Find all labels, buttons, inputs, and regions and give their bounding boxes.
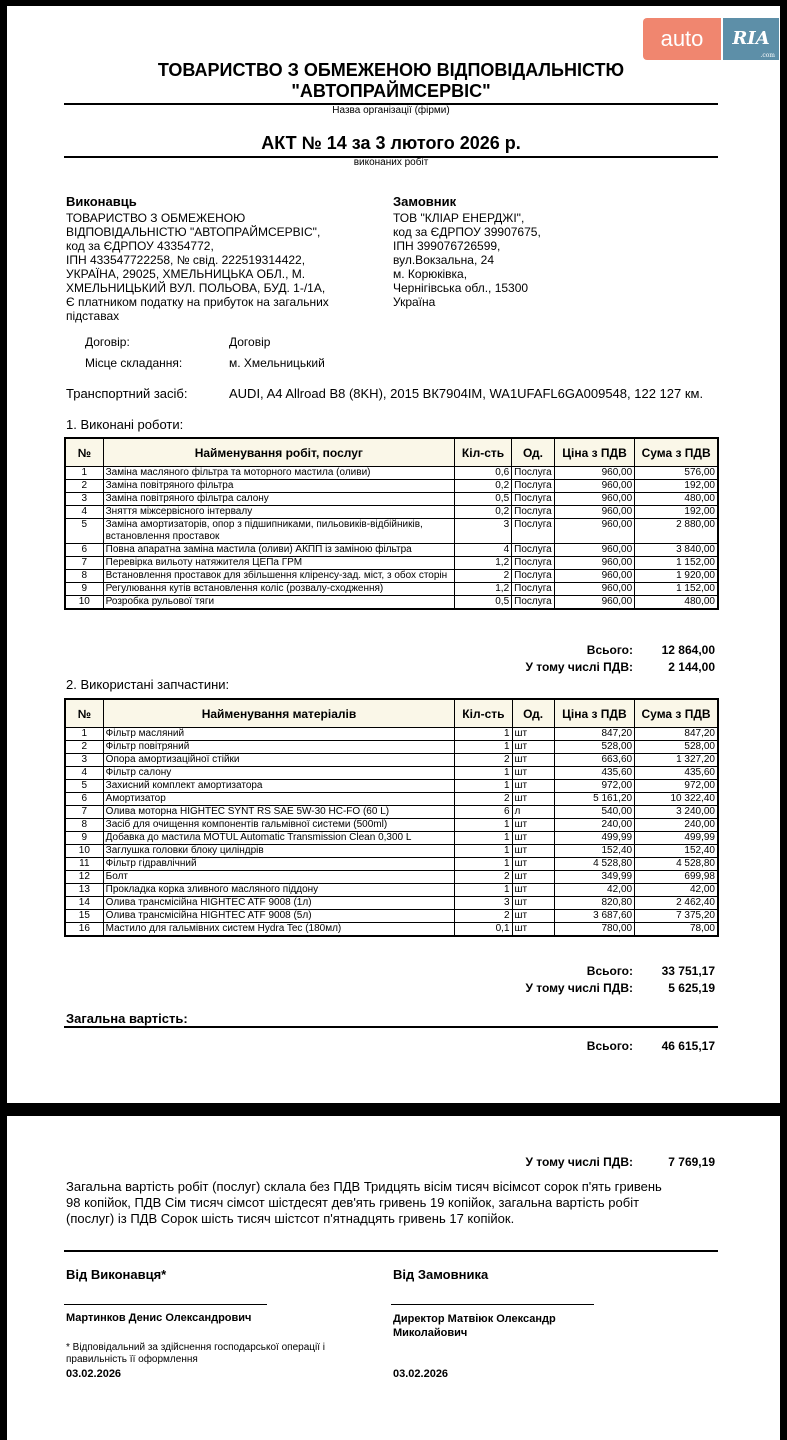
cell-col-number: 10 [65,845,103,858]
works-section-title: 1. Виконані роботи: [66,417,184,432]
table-row [65,819,718,832]
cell-col-price: 528,00 [554,741,634,754]
autoria-logo[interactable] [643,18,779,60]
cell-col-unit: шт [512,910,554,923]
cell-col-name: Захисний комплект амортизатора [103,780,455,793]
detail-line: м. Корюківка, [393,267,468,281]
cell-col-sum: 1 327,20 [635,754,718,767]
cell-col-qty: 0,2 [454,506,511,519]
cell-col-number: 7 [65,557,103,570]
table-row [65,493,718,506]
cell-col-name: Фільтр салону [103,767,455,780]
cell-col-unit: шт [512,741,554,754]
cell-col-number: 4 [65,767,103,780]
cell-col-qty: 2 [455,910,512,923]
detail-line: підставах [66,309,120,323]
cell-col-price: 42,00 [554,884,634,897]
detail-line: ХМЕЛЬНИЦЬКИЙ ВУЛ. ПОЛЬОВА, БУД. 1-/1А, [66,281,326,295]
table-row [65,884,718,897]
cell-col-price: 960,00 [554,596,634,610]
customer-signatory-name [393,1312,556,1340]
customer-title: Замовник [393,194,457,209]
cell-col-name: Заглушка головки блоку циліндрів [103,845,455,858]
table-row [65,557,718,570]
cell-col-sum: 699,98 [635,871,718,884]
cell-col-qty: 0,5 [454,493,511,506]
table-row [65,570,718,583]
amount-words-line: 98 копійок, ПДВ Сім тисяч сімсот шістдесят дев'ять гривень 19 копійок, загальна вартість робіт [66,1195,640,1210]
cell-col-sum: 1 152,00 [635,557,718,570]
cell-col-sum: 3 240,00 [635,806,718,819]
cell-col-unit: Послуга [512,544,555,557]
cell-col-name: Встановлення проставок для збільшення кліренсу-зад. міст, з обох сторін [103,570,454,583]
cell-col-sum: 499,99 [635,832,718,845]
table-row [65,583,718,596]
cell-col-number: 1 [65,728,103,741]
cell-col-sum: 4 528,80 [635,858,718,871]
executor-date: 03.02.2026 [66,1368,122,1380]
cell-col-name: Засіб для очищення компонентів гальмівної системи (500ml) [103,819,455,832]
cell-col-sum: 192,00 [635,506,718,519]
detail-line: ВІДПОВІДАЛЬНІСТЮ "АВТОПРАЙМСЕРВІС", [66,225,321,239]
detail-line: вул.Вокзальна, 24 [393,253,494,267]
logo-ria-label: RIA [732,28,770,49]
cell-col-number: 5 [65,519,103,544]
cell-col-price: 540,00 [554,806,634,819]
works-total-label: Всього: [586,643,633,657]
cell-col-unit: Послуга [512,493,555,506]
cell-col-number: 2 [65,741,103,754]
table-row [65,832,718,845]
cell-col-name: Заміна повітряного фільтра [103,480,454,493]
cell-col-sum: 480,00 [635,493,718,506]
table-row [65,467,718,480]
cell-col-unit: Послуга [512,519,555,544]
cell-col-qty: 0,5 [454,596,511,610]
cell-col-number: 2 [65,480,103,493]
cell-col-qty: 2 [454,570,511,583]
table-row [65,871,718,884]
cell-col-qty: 2 [455,754,512,767]
cell-col-qty: 1 [455,780,512,793]
header-col-unit: Од. [512,438,555,467]
cell-col-unit: шт [512,845,554,858]
parts-total-label: Всього: [586,964,633,978]
cell-col-qty: 1,2 [454,583,511,596]
table-row [65,806,718,819]
cell-col-price: 435,60 [554,767,634,780]
detail-line: Є платником податку на прибуток на загальних [66,295,329,309]
document-page-2 [7,1116,780,1440]
cell-col-number: 7 [65,806,103,819]
customer-date: 03.02.2026 [393,1368,449,1380]
cell-col-name: Олива трансмісійна HIGHTEC ATF 9008 (1л) [103,897,455,910]
cell-col-number: 15 [65,910,103,923]
document-page-1 [7,6,780,1103]
cell-col-price: 972,00 [554,780,634,793]
grand-total-title: Загальна вартість: [66,1011,188,1026]
cell-col-qty: 1 [455,741,512,754]
cell-col-unit: Послуга [512,506,555,519]
parts-table [64,698,719,937]
vehicle-label: Транспортний засіб: [66,386,188,401]
cell-col-number: 11 [65,858,103,871]
detail-line: код за ЄДРПОУ 43354772, [66,239,214,253]
cell-col-unit: Послуга [512,596,555,610]
cell-col-number: 12 [65,871,103,884]
detail-line: ІПН 399076726599, [393,239,501,253]
cell-col-number: 6 [65,544,103,557]
grand-vat-value: 7 769,19 [668,1155,715,1169]
cell-col-name: Перевірка вильоту натяжителя ЦЕПа ГРМ [103,557,454,570]
cell-col-unit: шт [512,780,554,793]
cell-col-number: 16 [65,923,103,937]
cell-col-name: Амортизатор [103,793,455,806]
table-row [65,741,718,754]
executor-title: Виконавць [66,194,137,209]
company-name-line1: ТОВАРИСТВО З ОБМЕЖЕНОЮ ВІДПОВІДАЛЬНІСТЮ [157,60,625,80]
cell-col-unit: шт [512,884,554,897]
cell-col-unit: Послуга [512,467,555,480]
cell-col-price: 960,00 [554,519,634,544]
table-row [65,897,718,910]
table-row [65,596,718,610]
detail-line: ТОВАРИСТВО З ОБМЕЖЕНОЮ [66,211,246,225]
place-label: Місце складання: [85,356,183,370]
cell-col-unit: шт [512,832,554,845]
cell-col-sum: 528,00 [635,741,718,754]
cell-col-price: 152,40 [554,845,634,858]
table-row [65,480,718,493]
cell-col-name: Мастило для гальмівних систем Hydra Tec (180мл) [103,923,455,937]
cell-col-name: Фільтр гідравлічний [103,858,455,871]
cell-col-unit: Послуга [512,570,555,583]
cell-col-price: 960,00 [554,480,634,493]
cell-col-qty: 1,2 [454,557,511,570]
table-row [65,519,718,544]
cell-col-qty: 1 [455,884,512,897]
company-name-line2: "АВТОПРАЙМСЕРВІС" [291,81,491,101]
cell-col-qty: 1 [455,845,512,858]
table-row [65,845,718,858]
cell-col-name: Зняття міжсервісного інтервалу [103,506,454,519]
cell-col-qty: 1 [455,728,512,741]
cell-col-sum: 3 840,00 [635,544,718,557]
detail-line: ТОВ "КЛІАР ЕНЕРДЖІ", [393,211,525,225]
cell-col-sum: 1 920,00 [635,570,718,583]
logo-auto-text: auto [643,18,721,60]
cell-col-sum: 2 880,00 [635,519,718,544]
footnote-line: правильність її оформлення [66,1354,198,1365]
cell-col-name: Фільтр масляний [103,728,455,741]
cell-col-unit: шт [512,767,554,780]
cell-col-sum: 576,00 [635,467,718,480]
divider [64,1026,718,1028]
cell-col-unit: л [512,806,554,819]
vehicle-value: AUDI, A4 Allroad B8 (8KH), 2015 ВК7904ІМ, WA1UFAFL6GA009548, 122 127 км. [229,386,704,401]
cell-col-price: 820,80 [554,897,634,910]
act-title: АКТ № 14 за 3 лютого 2026 р. [261,133,521,153]
header-col-name: Найменування робіт, послуг [103,438,454,467]
grand-vat-label: У тому числі ПДВ: [525,1155,633,1169]
cell-col-number: 8 [65,819,103,832]
cell-col-number: 5 [65,780,103,793]
customer-signature-line [391,1304,594,1305]
cell-col-number: 3 [65,754,103,767]
works-total-value: 12 864,00 [661,643,715,657]
cell-col-price: 4 528,80 [554,858,634,871]
cell-col-name: Болт [103,871,455,884]
cell-col-qty: 0,1 [455,923,512,937]
cell-col-qty: 2 [455,871,512,884]
cell-col-sum: 972,00 [635,780,718,793]
parts-vat-label: У тому числі ПДВ: [525,981,633,995]
cell-col-sum: 192,00 [635,480,718,493]
cell-col-number: 1 [65,467,103,480]
table-row [65,910,718,923]
cell-col-price: 499,99 [554,832,634,845]
cell-col-price: 960,00 [554,493,634,506]
parts-table-header [65,699,718,728]
cell-col-name: Опора амортизаційної стійки [103,754,455,767]
cell-col-unit: шт [512,819,554,832]
cell-col-unit: Послуга [512,480,555,493]
customer-details [393,211,693,309]
cell-col-price: 960,00 [554,467,634,480]
divider [64,1250,718,1252]
header-col-qty: Кіл-сть [455,699,512,728]
cell-col-unit: шт [512,754,554,767]
cell-col-qty: 4 [454,544,511,557]
cell-col-qty: 1 [455,819,512,832]
executor-signatory-name: Мартинков Денис Олександрович [66,1312,252,1324]
cell-col-number: 14 [65,897,103,910]
table-row [65,728,718,741]
amount-words-line: (послуг) із ПДВ Сорок шість тисяч шістсот п'ятнадцять гривень 17 копійок. [66,1211,515,1226]
table-row [65,754,718,767]
cell-col-name: Прокладка корка зливного масляного піддону [103,884,455,897]
company-name [64,60,718,102]
customer-signature-title: Від Замовника [393,1267,489,1282]
table-row [65,506,718,519]
header-col-sum: Сума з ПДВ [635,699,718,728]
header-col-sum: Сума з ПДВ [635,438,718,467]
cell-col-sum: 10 322,40 [635,793,718,806]
cell-col-sum: 2 462,40 [635,897,718,910]
cell-col-price: 349,99 [554,871,634,884]
cell-col-number: 6 [65,793,103,806]
cell-col-unit: шт [512,923,554,937]
responsibility-footnote [66,1342,325,1366]
cell-col-name: Регулювання кутів встановлення коліс (розвалу-сходження) [103,583,454,596]
cell-col-sum: 1 152,00 [635,583,718,596]
cell-col-qty: 3 [455,897,512,910]
cell-col-sum: 42,00 [635,884,718,897]
cell-col-qty: 1 [455,832,512,845]
cell-col-number: 9 [65,583,103,596]
contract-value: Договір [229,335,271,349]
cell-col-qty: 1 [455,858,512,871]
parts-section-title: 2. Використані запчастини: [66,677,230,692]
cell-col-unit: шт [512,728,554,741]
cell-col-sum: 78,00 [635,923,718,937]
amount-words-line: Загальна вартість робіт (послуг) склала без ПДВ Тридцять вісім тисяч вісімсот сорок п'ять гривень [66,1179,662,1194]
cell-col-sum: 240,00 [635,819,718,832]
works-vat-label: У тому числі ПДВ: [525,660,633,674]
cell-col-name: Олива трансмісійна HIGHTEC ATF 9008 (5л) [103,910,455,923]
works-table [64,437,719,610]
detail-line: Україна [393,295,436,309]
header-col-qty: Кіл-сть [454,438,511,467]
works-table-header [65,438,718,467]
cell-col-number: 13 [65,884,103,897]
cell-col-name: Олива моторна HIGHTEC SYNT RS SAE 5W-30 HC-FO (60 L) [103,806,455,819]
cell-col-number: 9 [65,832,103,845]
customer-signatory-line: Директор Матвіюк Олександр [393,1313,556,1325]
customer-signatory-line: Миколайович [393,1327,468,1339]
amount-in-words [66,1179,716,1227]
executor-signature-title: Від Виконавця* [66,1267,167,1282]
cell-col-unit: шт [512,858,554,871]
cell-col-qty: 0,6 [454,467,511,480]
contract-label: Договір: [85,335,130,349]
executor-details [66,211,366,323]
grand-total-value: 46 615,17 [661,1039,715,1053]
place-value: м. Хмельницький [229,356,325,370]
detail-line: УКРАЇНА, 29025, ХМЕЛЬНИЦЬКА ОБЛ., М. [66,267,306,281]
cell-col-name: Заміна масляного фільтра та моторного мастила (оливи) [103,467,454,480]
cell-col-qty: 1 [455,767,512,780]
cell-col-price: 5 161,20 [554,793,634,806]
cell-col-price: 960,00 [554,544,634,557]
table-row [65,793,718,806]
cell-col-name: Розробка рульової тяги [103,596,454,610]
table-row [65,923,718,937]
cell-col-sum: 7 375,20 [635,910,718,923]
cell-col-name: Добавка до мастила MOTUL Automatic Transmission Clean 0,300 L [103,832,455,845]
cell-col-sum: 435,60 [635,767,718,780]
table-row [65,780,718,793]
cell-col-number: 8 [65,570,103,583]
cell-col-unit: Послуга [512,583,555,596]
cell-col-sum: 152,40 [635,845,718,858]
logo-ria-text [723,18,779,60]
cell-col-price: 960,00 [554,557,634,570]
cell-col-number: 3 [65,493,103,506]
cell-col-unit: шт [512,871,554,884]
cell-col-price: 847,20 [554,728,634,741]
act-caption: виконаних робіт [353,157,429,168]
cell-col-name: Заміна амортизаторів, опор з підшипниками, пильовиків-відбійників, встановлення проставок [103,519,454,544]
cell-col-price: 663,60 [554,754,634,767]
table-row [65,544,718,557]
cell-col-price: 240,00 [554,819,634,832]
logo-com-label: .com [760,52,775,59]
detail-line: Чернігівська обл., 15300 [393,281,529,295]
cell-col-number: 10 [65,596,103,610]
cell-col-price: 3 687,60 [554,910,634,923]
cell-col-name: Фільтр повітряний [103,741,455,754]
cell-col-price: 780,00 [554,923,634,937]
cell-col-unit: Послуга [512,557,555,570]
header-col-number: № [65,699,103,728]
parts-total-value: 33 751,17 [661,964,715,978]
grand-total-label: Всього: [586,1039,633,1053]
table-row [65,858,718,871]
cell-col-name: Заміна повітряного фільтра салону [103,493,454,506]
header-col-number: № [65,438,103,467]
table-row [65,767,718,780]
header-col-name: Найменування матеріалів [103,699,455,728]
cell-col-price: 960,00 [554,583,634,596]
executor-signature-line [64,1304,267,1305]
cell-col-name: Повна апаратна заміна мастила (оливи) АКПП із заміною фільтра [103,544,454,557]
cell-col-price: 960,00 [554,506,634,519]
cell-col-qty: 6 [455,806,512,819]
header-col-unit: Од. [512,699,554,728]
org-caption: Назва організації (фірми) [332,105,450,116]
cell-col-sum: 847,20 [635,728,718,741]
cell-col-sum: 480,00 [635,596,718,610]
cell-col-unit: шт [512,793,554,806]
cell-col-price: 960,00 [554,570,634,583]
detail-line: ІПН 433547722258, № свід. 222519314422, [66,253,306,267]
detail-line: код за ЄДРПОУ 39907675, [393,225,541,239]
cell-col-qty: 3 [454,519,511,544]
header-col-price: Ціна з ПДВ [554,699,634,728]
cell-col-qty: 0,2 [454,480,511,493]
cell-col-qty: 2 [455,793,512,806]
footnote-line: * Відповідальний за здійснення господарської операції і [66,1342,325,1353]
works-vat-value: 2 144,00 [668,660,715,674]
cell-col-unit: шт [512,897,554,910]
header-col-price: Ціна з ПДВ [554,438,634,467]
cell-col-number: 4 [65,506,103,519]
parts-vat-value: 5 625,19 [668,981,715,995]
